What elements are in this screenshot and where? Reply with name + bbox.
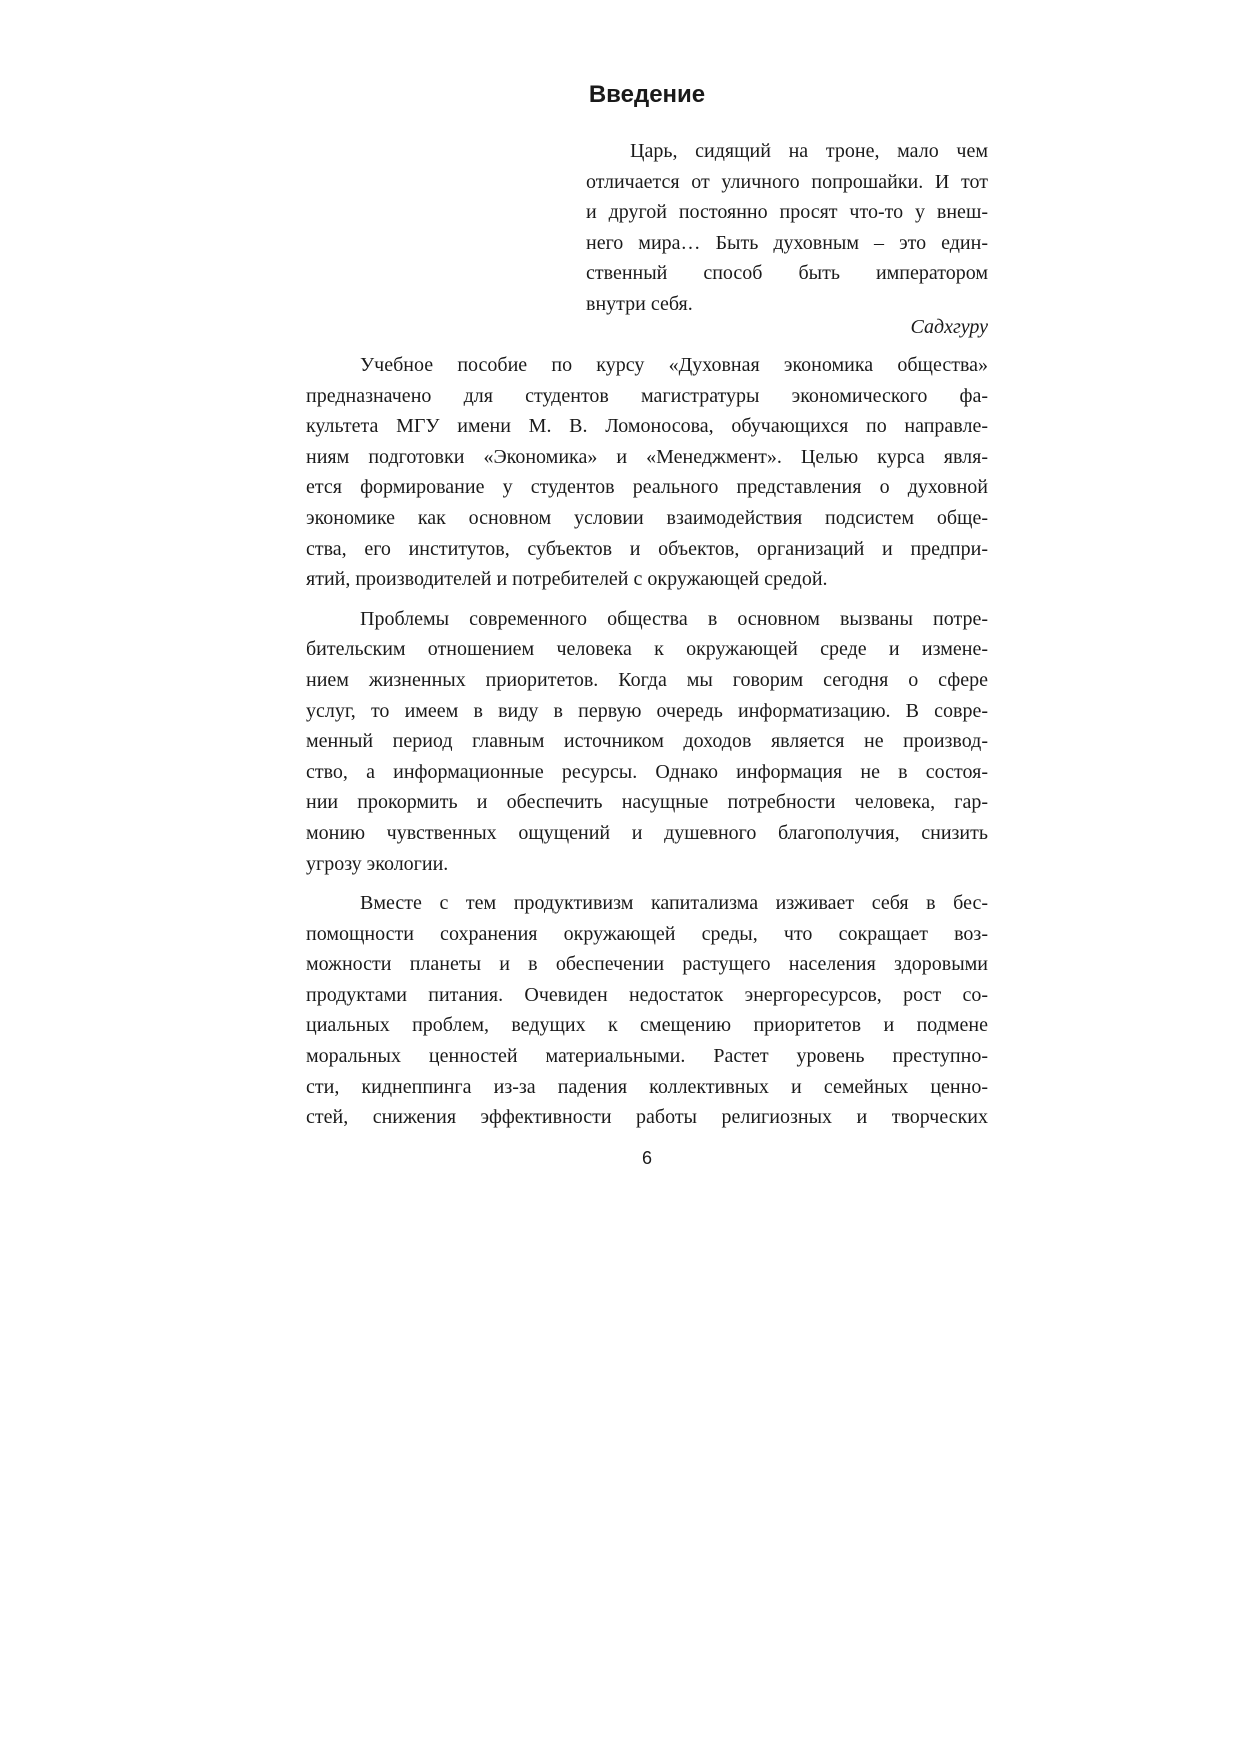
- text-line: ства, его институтов, субъектов и объектов, организаций и предпри-: [306, 537, 988, 560]
- text-line: нии прокормить и обеспечить насущные потребности человека, гар-: [306, 791, 988, 814]
- text-line: ется формирование у студентов реального представления о духовной: [306, 476, 988, 499]
- text-line: сти, киднеппинга из-за падения коллективных и семейных ценно-: [306, 1075, 988, 1098]
- text-line: продуктами питания. Очевиден недостаток энергоресурсов, рост со-: [306, 983, 988, 1006]
- text-line: культета МГУ имени М. В. Ломоносова, обучающихся по направле-: [306, 415, 988, 438]
- paragraph: [306, 350, 988, 595]
- text-line: стей, снижения эффективности работы религиозных и творческих: [306, 1106, 988, 1129]
- text-line: ниям подготовки «Экономика» и «Менеджмент». Целью курса явля-: [306, 445, 988, 468]
- paragraph: [306, 888, 988, 1133]
- text-line: Учебное пособие по курсу «Духовная экономика общества»: [360, 354, 988, 376]
- body-text: [306, 350, 988, 1142]
- text-line: экономике как основном условии взаимодействия подсистем обще-: [306, 506, 988, 529]
- epigraph-line: Царь, сидящий на троне, мало чем: [630, 140, 988, 162]
- text-line: моральных ценностей материальными. Растет уровень преступно-: [306, 1045, 988, 1068]
- epigraph-line: него мира… Быть духовным – это един-: [586, 231, 988, 254]
- text-line: ятий, производителей и потребителей с окружающей средой.: [306, 568, 828, 591]
- text-line: ство, а информационные ресурсы. Однако информация не в состоя-: [306, 760, 988, 783]
- text-line: предназначено для студентов магистратуры экономического фа-: [306, 384, 988, 407]
- text-line: монию чувственных ощущений и душевного благополучия, снизить: [306, 821, 988, 844]
- text-line: Проблемы современного общества в основном вызваны потре-: [360, 607, 988, 630]
- text-line: Вместе с тем продуктивизм капитализма изживает себя в бес-: [360, 892, 988, 915]
- section-heading: Введение: [588, 81, 706, 108]
- text-line: циальных проблем, ведущих к смещению приоритетов и подмене: [306, 1014, 988, 1037]
- paragraph: [306, 604, 988, 879]
- page-number: 6: [641, 1148, 652, 1168]
- epigraph-quote: [586, 136, 988, 319]
- text-line: менный период главным источником доходов является не производ-: [306, 730, 988, 753]
- text-line: нием жизненных приоритетов. Когда мы говорим сегодня о сфере: [306, 668, 988, 691]
- epigraph-author: Садхгуру: [910, 316, 988, 338]
- text-line: помощности сохранения окружающей среды, что сокращает воз-: [306, 922, 988, 945]
- epigraph-line: ственный способ быть императором: [586, 262, 988, 284]
- text-line: угрозу экологии.: [306, 852, 449, 875]
- epigraph-line: и другой постоянно просят что-то у внеш-: [586, 201, 988, 223]
- text-line: бительским отношением человека к окружающей среде и измене-: [306, 638, 988, 661]
- text-line: услуг, то имеем в виду в первую очередь информатизацию. В совре-: [306, 699, 988, 722]
- epigraph-line: внутри себя.: [586, 292, 693, 315]
- epigraph-line: отличается от уличного попрошайки. И тот: [586, 170, 988, 193]
- text-line: можности планеты и в обеспечении растущего населения здоровыми: [306, 953, 988, 976]
